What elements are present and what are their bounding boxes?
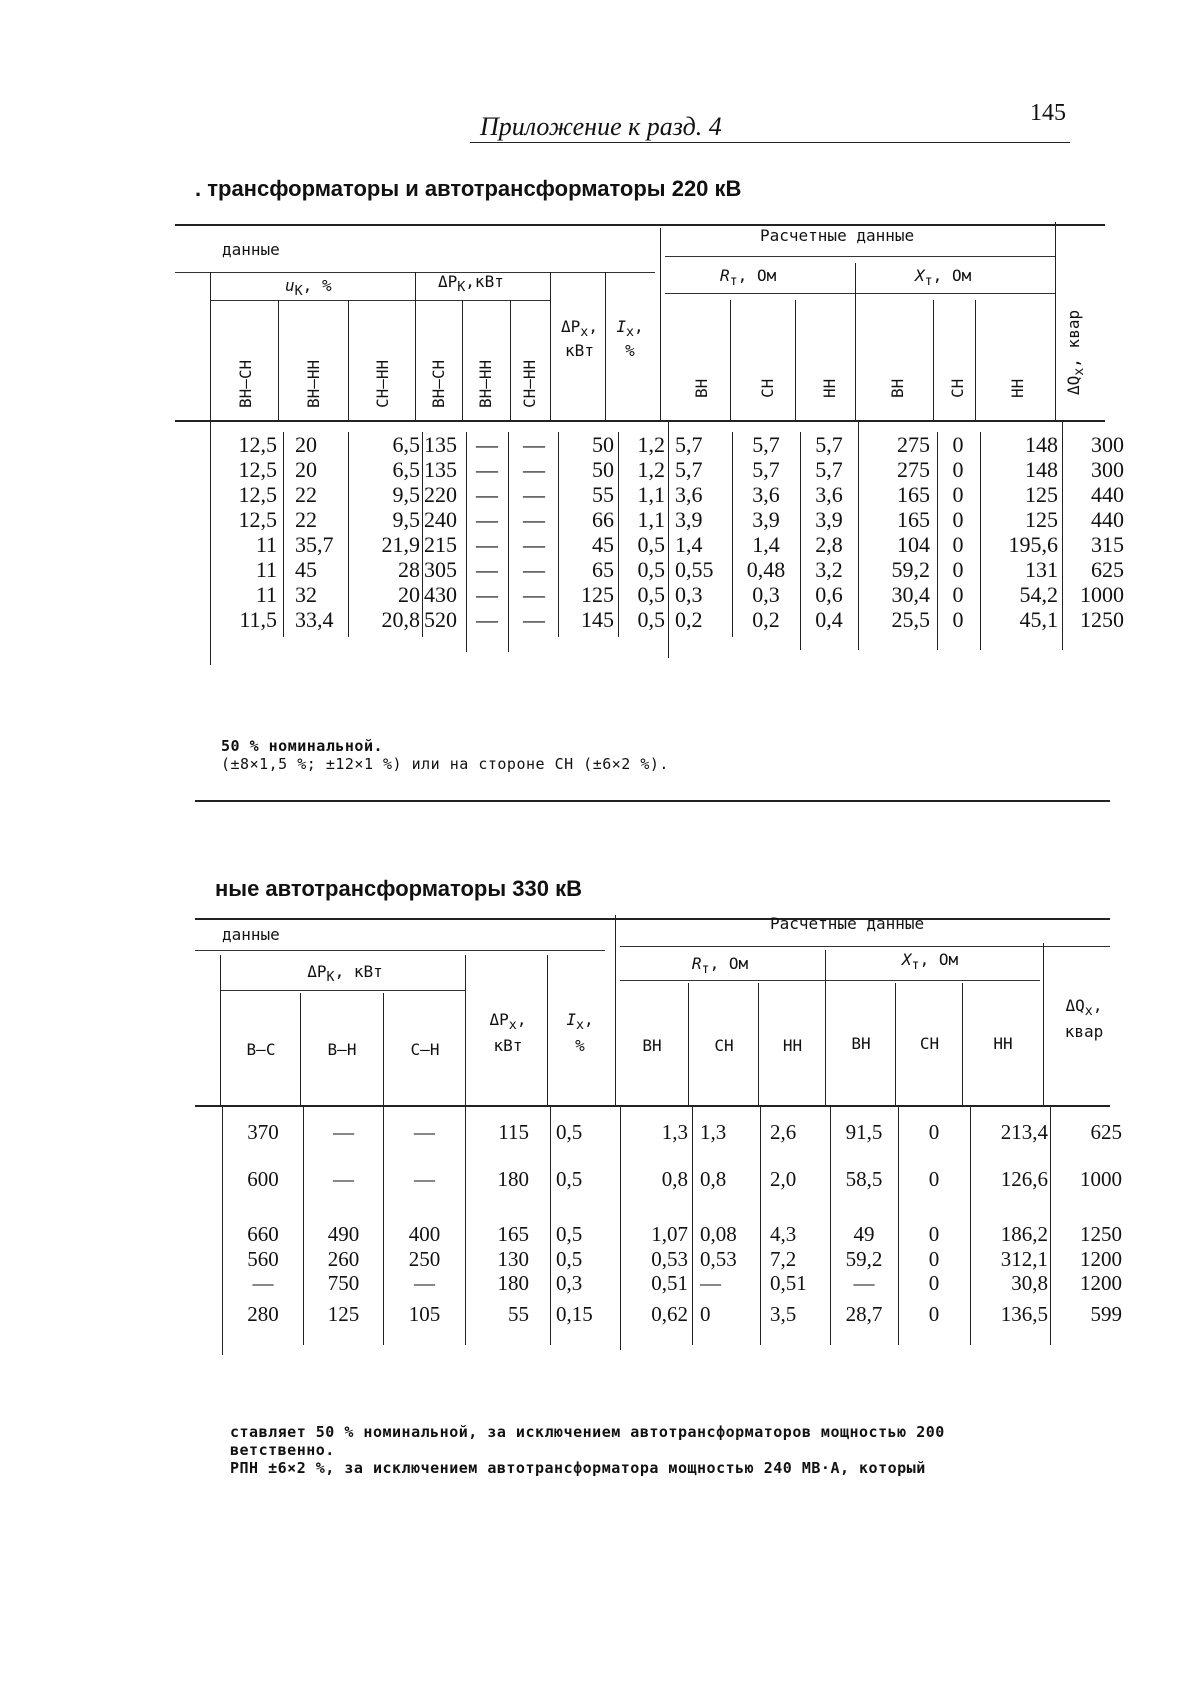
vh-xt-nn: НН [1008,378,1027,398]
table-cell: — [476,507,498,532]
table-cell: 1,07 [651,1222,688,1246]
table2-note: РПН ±6×2 %, за исключением автотрансформатора мощностью 240 МВ·А, который [230,1459,926,1477]
table-cell: 3,9 [752,507,780,532]
t2-sh-xt-vn: ВН [851,1034,871,1053]
table-cell: 0 [700,1302,711,1326]
t2-sh-xt-nn: НН [993,1034,1013,1053]
table-cell: 560 [247,1247,279,1271]
uk-header: $u_К$, % [285,276,332,300]
table-cell: 65 [592,557,614,582]
table-cell: 22 [295,482,317,507]
table2-rule [620,946,1110,947]
running-header: Приложение к разд. 4 [480,112,722,141]
table-cell: 1200 [1080,1271,1122,1295]
table-cell: 0,2 [675,607,703,632]
table-cell: — [523,507,545,532]
table-cell: 0,55 [675,557,714,582]
table-cell: 9,5 [392,507,420,532]
table-cell: 21,9 [381,532,420,557]
table-cell: 55 [592,482,614,507]
t1-col-dpk-sn-nn [512,432,556,632]
t2-sh-sn: С—Н [410,1040,440,1059]
table-cell: 49 [853,1222,875,1246]
table-cell: 32 [295,582,317,607]
table-cell: 0,8 [700,1167,727,1191]
table-cell: 2,8 [815,532,843,557]
table-cell: 0,53 [700,1247,737,1271]
table-cell: 280 [247,1302,279,1326]
table-cell: 45 [295,557,317,582]
table-cell: 125 [1025,482,1058,507]
table-cell: 25,5 [891,607,930,632]
t1-col-rt-sn [734,432,798,632]
table-cell: 0,5 [556,1120,583,1144]
table-cell: 0 [952,607,964,632]
table-cell: 3,2 [815,557,843,582]
table-cell: 0,51 [770,1271,807,1295]
table-cell: — [476,607,498,632]
table-cell: 3,6 [815,482,843,507]
table-cell: — [476,582,498,607]
table-cell: 0 [928,1222,940,1246]
table-cell: — [476,557,498,582]
table2-left-group: данные [222,925,280,944]
table1-rule [665,256,1055,257]
table-cell: 130 [497,1247,529,1271]
table-cell: 0,5 [637,607,665,632]
table-cell: 104 [897,532,930,557]
table-cell: 3,6 [675,482,703,507]
table-cell: 0,48 [746,557,786,582]
table-cell: 12,5 [238,507,277,532]
table-cell: 625 [1090,1120,1122,1144]
table-cell: 20 [295,457,317,482]
table1-note: 50 % номинальной. [221,737,384,755]
table-cell: 165 [497,1222,529,1246]
vh-uk-sn-nn: СН–НН [373,359,392,408]
vh-xt-sn: СН [948,378,967,398]
table1-title: . трансформаторы и автотрансформаторы 220 кВ [195,176,742,201]
table-cell: 195,6 [1008,532,1058,557]
table-cell: 0 [952,457,964,482]
table-cell: 2,6 [770,1120,797,1144]
table-cell: 3,9 [675,507,703,532]
table2-note: ставляет 50 % номинальной, за исключением автотрансформаторов мощностью 200 [230,1423,945,1441]
table-cell: 1,1 [637,482,665,507]
table-cell: 165 [897,507,930,532]
vh-rt-nn: НН [820,378,839,398]
t2-sh-rt-sn: СН [714,1036,734,1055]
table-cell: 3,9 [815,507,843,532]
table-cell: 0 [952,582,964,607]
table-cell: 1,4 [675,532,703,557]
t1-col-uk-vn-sn [215,432,277,632]
vh-uk-vn-nn: ВН–НН [304,359,323,408]
xt-header: $X_т$, Ом [915,266,972,290]
section-divider [195,800,1110,802]
table-cell: 30,8 [1011,1271,1048,1295]
rt-header: $R_т$, Ом [720,266,777,290]
table-cell: 275 [897,432,930,457]
table-cell: — [700,1271,721,1295]
table-cell: 45 [592,532,614,557]
table-cell: — [523,582,545,607]
table-cell: 0,53 [651,1247,688,1271]
table-cell: 0 [952,482,964,507]
t1-col-xt-vn [860,432,930,632]
table-cell: 1,2 [637,457,665,482]
t1-col-rt-vn [675,432,730,632]
t1-col-dpk-vn-nn [468,432,506,632]
t2-sh-rt-vn: ВН [642,1036,662,1055]
t2-sh-rt-nn: НН [782,1036,803,1055]
table-cell: 440 [1091,482,1124,507]
table-cell: 30,4 [891,582,930,607]
table-cell: 0,08 [700,1222,737,1246]
table1-right-group: Расчетные данные [760,226,915,245]
table-cell: — [523,557,545,582]
table-cell: 145 [581,607,614,632]
table-cell: — [523,432,545,457]
table-cell: — [523,457,545,482]
table-cell: 115 [498,1120,529,1144]
table-cell: 148 [1025,432,1058,457]
table-cell: 600 [247,1167,279,1191]
table-cell: 12,5 [238,457,277,482]
table-cell: 7,2 [770,1247,797,1271]
table-cell: — [476,532,498,557]
table-cell: 215 [424,532,457,557]
table-cell: 0 [928,1120,940,1144]
table-cell: 135 [424,432,457,457]
table2-note: ветственно. [230,1441,335,1459]
table-cell: 1,1 [637,507,665,532]
table-cell: 9,5 [392,482,420,507]
table-cell: 11 [255,582,277,607]
table-cell: 660 [247,1222,279,1246]
table2-top-rule [195,918,1110,920]
table-cell: 1,3 [661,1120,688,1144]
table-cell: 0,6 [815,582,843,607]
table-cell: 1000 [1080,582,1124,607]
table-cell: 0 [952,432,964,457]
table-cell: 66 [592,507,614,532]
t2-sh-xt-sn: СН [919,1034,940,1053]
table-cell: — [523,607,545,632]
t1-col-dqx [1064,432,1124,632]
table-cell: 312,1 [1000,1247,1048,1271]
table-cell: 4,3 [770,1222,797,1246]
table2-right-group: Расчетные данные [770,914,925,933]
table-cell: 12,5 [238,432,277,457]
t1-col-dpx [560,432,614,632]
table-cell: 3,6 [752,482,780,507]
table-cell: 22 [295,507,317,532]
table-cell: 5,7 [815,457,843,482]
table-cell: 1250 [1080,607,1124,632]
table-cell: 1,4 [752,532,780,557]
table-cell: 1,3 [700,1120,727,1144]
table-cell: 300 [1091,432,1124,457]
dpk-header: $\Delta P_К,кВт$ [438,272,504,296]
t2-dqx-header: $\Delta Q_х$, квар [1064,996,1104,1042]
t2-dpk-header: $\Delta P_К$, кВт [307,962,383,986]
table-cell: — [476,457,498,482]
table-cell: 490 [327,1222,360,1246]
table1-left-group: данные [222,240,280,259]
table-cell: 0 [928,1167,940,1191]
table-cell: — [476,482,498,507]
table-cell: 5,7 [675,457,703,482]
table-cell: 275 [897,457,930,482]
table-cell: 305 [424,557,457,582]
table-cell: 400 [408,1222,441,1246]
table-cell: 625 [1091,557,1124,582]
table-cell: 0,3 [752,582,780,607]
t2-ix-header: $I_х$, % [566,1010,594,1056]
table-cell: 135 [424,457,457,482]
table-cell: 440 [1091,507,1124,532]
table-cell: 240 [424,507,457,532]
table-cell: — [414,1167,435,1191]
dqx-header: $\Delta Q_х$, квар [1064,309,1088,395]
table-cell: 91,5 [845,1120,883,1144]
table-cell: 165 [897,482,930,507]
page-number: 145 [1030,100,1066,126]
t2-xt-header: $X_т$, Ом [901,950,959,974]
table-cell: 180 [497,1271,529,1295]
table-cell: 0,5 [637,557,665,582]
t1-col-rt-nn [803,432,855,632]
t1-col-uk-vn-nn [295,432,345,632]
table-cell: 105 [408,1302,441,1326]
table-cell: 50 [592,457,614,482]
table-cell: 370 [247,1120,279,1144]
t2-rt-header: $R_т$, Ом [691,954,749,978]
table-cell: — [414,1271,435,1295]
table-cell: 0,5 [556,1222,583,1246]
table-cell: 33,4 [295,607,334,632]
table-cell: 0 [952,557,964,582]
table-cell: 1250 [1080,1222,1122,1246]
table-cell: 11 [255,557,277,582]
table-cell: 12,5 [238,482,277,507]
table-cell: 0,5 [556,1167,583,1191]
table-cell: 20,8 [381,607,420,632]
table-cell: — [523,532,545,557]
table-cell: 5,7 [675,432,703,457]
table-cell: 59,2 [891,557,930,582]
table-cell: 5,7 [815,432,843,457]
vh-xt-vn: ВН [888,378,907,398]
table-cell: 0,5 [556,1247,583,1271]
table-cell: — [523,482,545,507]
table-cell: 2,0 [770,1167,797,1191]
table-cell: 1,2 [637,432,665,457]
vh-dpk-vn-nn: ВН–НН [476,359,495,408]
table-cell: 0,2 [752,607,780,632]
table-cell: 0,5 [637,582,665,607]
table-cell: — [853,1271,875,1295]
t1-col-ix [620,432,665,632]
table-cell: 136,5 [1000,1302,1048,1326]
table-cell: 220 [424,482,457,507]
t1-col-uk-sn-nn [352,432,420,632]
table2-rule [195,950,605,951]
ix-header: $I_х$, % [616,317,644,361]
table-cell: 125 [1025,507,1058,532]
table-cell: 20 [295,432,317,457]
table1-note: (±8×1,5 %; ±12×1 %) или на стороне СН (±6×2 %). [221,755,669,773]
table-cell: 35,7 [295,532,334,557]
t1-col-xt-nn [982,432,1058,632]
vh-dpk-vn-sn: ВН–СН [429,359,448,408]
table1-top-rule [175,224,1105,226]
table2-rule [220,990,465,991]
table-cell: 430 [424,582,457,607]
table-cell: 125 [581,582,614,607]
table1-rule [210,300,550,301]
t2-sh-vn: В—Н [327,1040,357,1059]
table-cell: 3,5 [770,1302,797,1326]
table-cell: 0,15 [556,1302,593,1326]
table-cell: 0 [952,532,964,557]
table-cell: 0 [928,1271,940,1295]
table-cell: 148 [1025,457,1058,482]
table-cell: 6,5 [392,457,420,482]
table-cell: — [414,1120,435,1144]
table-cell: 58,5 [845,1167,883,1191]
table-cell: 5,7 [752,432,780,457]
header-rule [470,142,1070,143]
vh-dpk-sn-nn: СН–НН [520,359,539,408]
t1-col-xt-sn [939,432,977,632]
vh-rt-sn: СН [758,378,777,398]
table-cell: 59,2 [845,1247,883,1271]
table-cell: 520 [424,607,457,632]
table-cell: 0,3 [556,1271,583,1295]
t2-sh-vs: В—С [246,1040,276,1059]
table-cell: 0,51 [651,1271,688,1295]
t1-col-dpk-vn-sn [424,432,466,632]
table-cell: 125 [327,1302,360,1326]
table-cell: 0 [928,1302,940,1326]
table-cell: — [476,432,498,457]
table-cell: 0,5 [637,532,665,557]
table-cell: 11,5 [239,607,277,632]
table-cell: 213,4 [1000,1120,1048,1144]
table-cell: 0 [928,1247,940,1271]
table-cell: 55 [508,1302,529,1326]
table-cell: 1200 [1080,1247,1122,1271]
table1-rule [665,293,1055,294]
table-cell: 1000 [1080,1167,1122,1191]
table2-title: ные автотрансформаторы 330 кВ [215,876,582,901]
table-cell: 54,2 [1019,582,1058,607]
table-cell: 126,6 [1000,1167,1048,1191]
table2-header-bottom-rule [195,1105,1110,1107]
vh-uk-vn-sn: ВН–СН [236,359,255,408]
table-cell: — [252,1271,274,1295]
table-cell: 50 [592,432,614,457]
table-cell: 45,1 [1019,607,1058,632]
table-cell: 0,3 [675,582,703,607]
table-cell: 250 [408,1247,441,1271]
table-cell: 11 [255,532,277,557]
table-cell: 599 [1090,1302,1122,1326]
vh-rt-vn: ВН [692,378,711,398]
table-cell: 131 [1025,557,1058,582]
table-cell: 0 [952,507,964,532]
table-cell: 28,7 [845,1302,883,1326]
table-cell: 0,8 [661,1167,688,1191]
table-cell: 300 [1091,457,1124,482]
table-cell: 28 [398,557,420,582]
dpx-header: $\Delta P_х$, кВт [561,317,598,361]
table-cell: 0,4 [815,607,843,632]
table-cell: 750 [327,1271,360,1295]
table-cell: 0,62 [651,1302,688,1326]
table2-rule [620,980,1040,981]
table-cell: — [333,1120,354,1144]
table-cell: — [333,1167,354,1191]
table-cell: 180 [497,1167,529,1191]
table-cell: 260 [327,1247,360,1271]
table1-header-bottom-rule [175,420,1105,422]
table-cell: 315 [1091,532,1124,557]
table-cell: 186,2 [1000,1222,1048,1246]
table-cell: 5,7 [752,457,780,482]
t2-dpx-header: $\Delta P_х$, кВт [489,1010,527,1056]
table-cell: 20 [398,582,420,607]
table-cell: 6,5 [392,432,420,457]
